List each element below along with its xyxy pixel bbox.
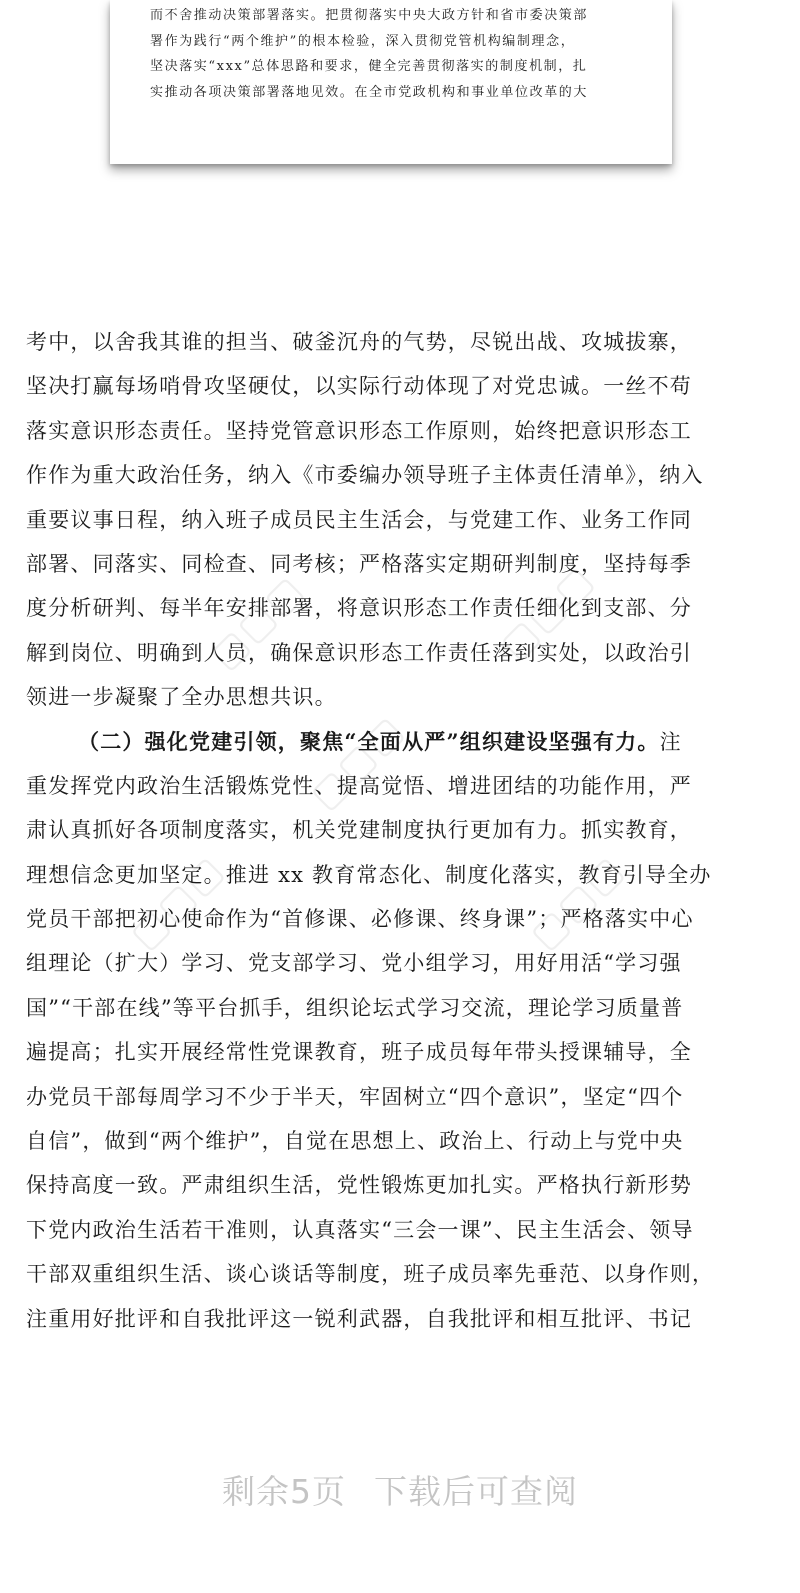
body-line: 领进一步凝聚了全办思想共识。 [26, 685, 337, 710]
watermark: ▢▢▢ [201, 566, 313, 678]
watermark: ▢▢▢ [491, 556, 603, 668]
body-line: 下党内政治生活若干准则，认真落实“三会一课”、民主生活会、领导 [26, 1217, 694, 1242]
body-line: 办党员干部每周学习不少于半天，牢固树立“四个意识”，坚定“四个 [26, 1084, 684, 1109]
body-line: 考中，以舍我其谁的担当、破釜沉舟的气势，尽锐出战、攻城拔寨， [26, 330, 692, 354]
body-line: 组理论（扩大）学习、党支部学习、党小组学习，用好用活“学习强 [26, 951, 682, 976]
section-heading-line [26, 720, 774, 764]
download-prompt[interactable] [0, 1466, 800, 1513]
body-line: 国”“干部在线”等平台抓手，组织论坛式学习交流，理论学习质量普 [26, 995, 684, 1020]
preview-line: 坚决落实“xxx”总体思路和要求，健全完善贯彻落实的制度机制，扎 [150, 59, 588, 74]
body-line: 保持高度一致。严肃组织生活，党性锻炼更加扎实。严格执行新形势 [26, 1173, 692, 1198]
section-heading-tail: 注 [659, 729, 682, 754]
body-line: 干部双重组织生活、谈心谈话等制度，班子成员率先垂范、以身作则， [26, 1262, 715, 1287]
preview-line: 实推动各项决策部署落地见效。在全市党政机构和事业单位改革的大 [150, 84, 589, 100]
body-line: 落实意识形态责任。坚持党管意识形态工作原则，始终把意识形态工 [26, 418, 692, 443]
body-line: 注重用好批评和自我批评这一锐利武器，自我批评和相互批评、书记 [26, 1306, 692, 1331]
document-body [26, 320, 774, 1341]
preview-line: 而不舍推动决策部署落实。把贯彻落实中央大政方针和省市委决策部 [150, 8, 589, 23]
body-line: 肃认真抓好各项制度落实，机关党建制度执行更加有力。抓实教育， [26, 818, 692, 843]
remaining-pages-text: 剩余5页 [222, 1472, 346, 1511]
body-line: 部署、同落实、同检查、同考核；严格落实定期研判制度，坚持每季 [26, 551, 692, 576]
body-line: 度分析研判、每半年安排部署，将意识形态工作责任细化到支部、分 [26, 596, 692, 621]
download-to-view-text: 下载后可查阅 [374, 1472, 578, 1511]
watermark: ▢▢▢ [521, 846, 633, 958]
body-line: 解到岗位、明确到人员，确保意识形态工作责任落到实处，以政治引 [26, 640, 692, 665]
body-line: 遍提高；扎实开展经常性党课教育，班子成员每年带头授课辅导，全 [26, 1040, 692, 1065]
body-line: 自信”，做到“两个维护”，自觉在思想上、政治上、行动上与党中央 [26, 1129, 684, 1154]
watermark: ▢▢▢ [301, 706, 413, 818]
body-line: 党员干部把初心使命作为“首修课、必修课、终身课”；严格落实中心 [26, 907, 694, 932]
body-line: 坚决打赢每场哨骨攻坚硬仗，以实际行动体现了对党忠诚。一丝不苟 [26, 374, 692, 399]
body-line: 作作为重大政治任务，纳入《市委编办领导班子主体责任清单》，纳入 [26, 463, 704, 488]
preview-line: 署作为践行“两个维护”的根本检验，深入贯彻党管机构编制理念， [150, 33, 576, 49]
body-line: 重发挥党内政治生活锻炼党性、提高觉悟、增进团结的功能作用，严 [26, 773, 692, 798]
body-line: 重要议事日程，纳入班子成员民主生活会，与党建工作、业务工作同 [26, 507, 692, 532]
watermark: ▢▢▢ [121, 846, 233, 958]
body-line: 理想信念更加坚定。推进 xx 教育常态化、制度化落实，教育引导全办 [26, 862, 712, 887]
page-preview-card [110, 0, 672, 164]
section-heading: （二）强化党建引领，聚焦“全面从严”组织建设坚强有力。 [78, 728, 660, 754]
